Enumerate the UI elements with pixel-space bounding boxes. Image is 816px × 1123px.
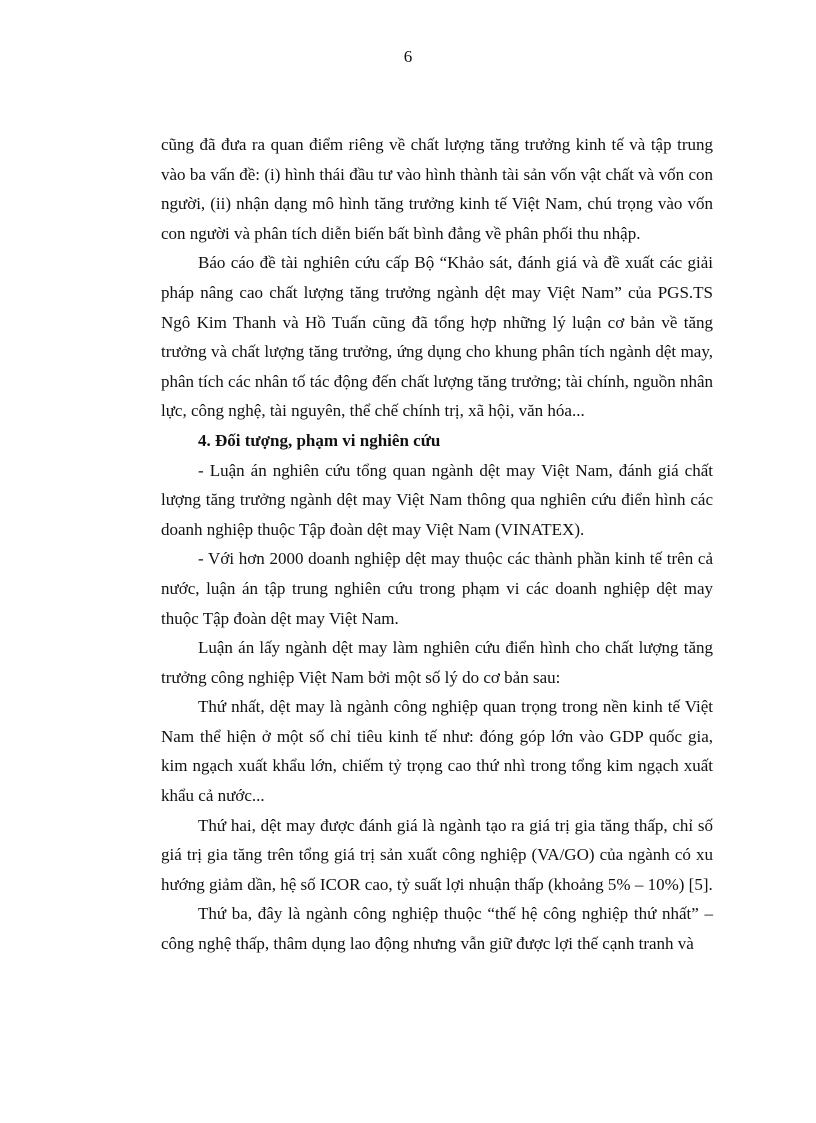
- paragraph-reasons-intro: Luận án lấy ngành dệt may làm nghiên cứu điển hình cho chất lượng tăng trưởng công nghiệp Việt Nam bởi một số lý do cơ bản sau:: [161, 638, 713, 687]
- paragraph-reason-third: Thứ ba, đây là ngành công nghiệp thuộc “thế hệ công nghiệp thứ nhất” – công nghệ thấp, thâm dụng lao động nhưng vẫn giữ được lợi thế cạnh tranh và: [161, 904, 713, 954]
- section-heading: 4. Đối tượng, phạm vi nghiên cứu: [198, 430, 441, 450]
- paragraph-reason-second: Thứ hai, dệt may được đánh giá là ngành tạo ra giá trị gia tăng thấp, chỉ số giá trị gia tăng trên tổng giá trị sản xuất công nghiệp (VA/GO) của ngành có xu hướng giảm dần, hệ số ICOR cao, tỷ suất lợi nhuận thấp (khoảng 5% – 10%) [5].: [161, 815, 713, 894]
- paragraph-continuation: cũng đã đưa ra quan điểm riêng về chất lượng tăng trưởng kinh tế và tập trung vào ba vấn đề: (i) hình thái đầu tư vào hình thành tài sản vốn vật chất và vốn con người, (ii) nhận dạng mô hình tăng trưởng kinh tế Việt Nam, chú trọng vào vốn con người và phân tích diễn biến bất bình đẳng về phân phối thu nhập.: [161, 135, 713, 243]
- paragraph-reason-first: Thứ nhất, dệt may là ngành công nghiệp quan trọng trong nền kinh tế Việt Nam thể hiện ở một số chỉ tiêu kinh tế như: đóng góp lớn vào GDP quốc gia, kim ngạch xuất khẩu lớn, chiếm tỷ trọng cao thứ nhì trong tổng kim ngạch xuất khẩu cả nước...: [161, 697, 713, 806]
- document-body: [161, 130, 713, 959]
- paragraph-scope-overview: - Luận án nghiên cứu tổng quan ngành dệt may Việt Nam, đánh giá chất lượng tăng trưởng ngành dệt may Việt Nam thông qua nghiên cứu điển hình các doanh nghiệp thuộc Tập đoàn dệt may Việt Nam (VINATEX).: [161, 460, 713, 539]
- paragraph-scope-enterprises: - Với hơn 2000 doanh nghiệp dệt may thuộc các thành phần kinh tế trên cả nước, luận án tập trung nghiên cứu trong phạm vi các doanh nghiệp dệt may thuộc Tập đoàn dệt may Việt Nam.: [161, 549, 713, 628]
- paragraph-ministry-report: Báo cáo đề tài nghiên cứu cấp Bộ “Khảo sát, đánh giá và đề xuất các giải pháp nâng cao chất lượng tăng trưởng ngành dệt may Việt Nam” của PGS.TS Ngô Kim Thanh và Hồ Tuấn cũng đã tổng hợp những lý luận cơ bản về tăng trưởng và chất lượng tăng trưởng, ứng dụng cho khung phân tích ngành dệt may, phân tích các nhân tố tác động đến chất lượng tăng trưởng; tài chính, nguồn nhân lực, công nghệ, tài nguyên, thể chế chính trị, xã hội, văn hóa...: [161, 253, 713, 421]
- page-number: 6: [403, 47, 413, 66]
